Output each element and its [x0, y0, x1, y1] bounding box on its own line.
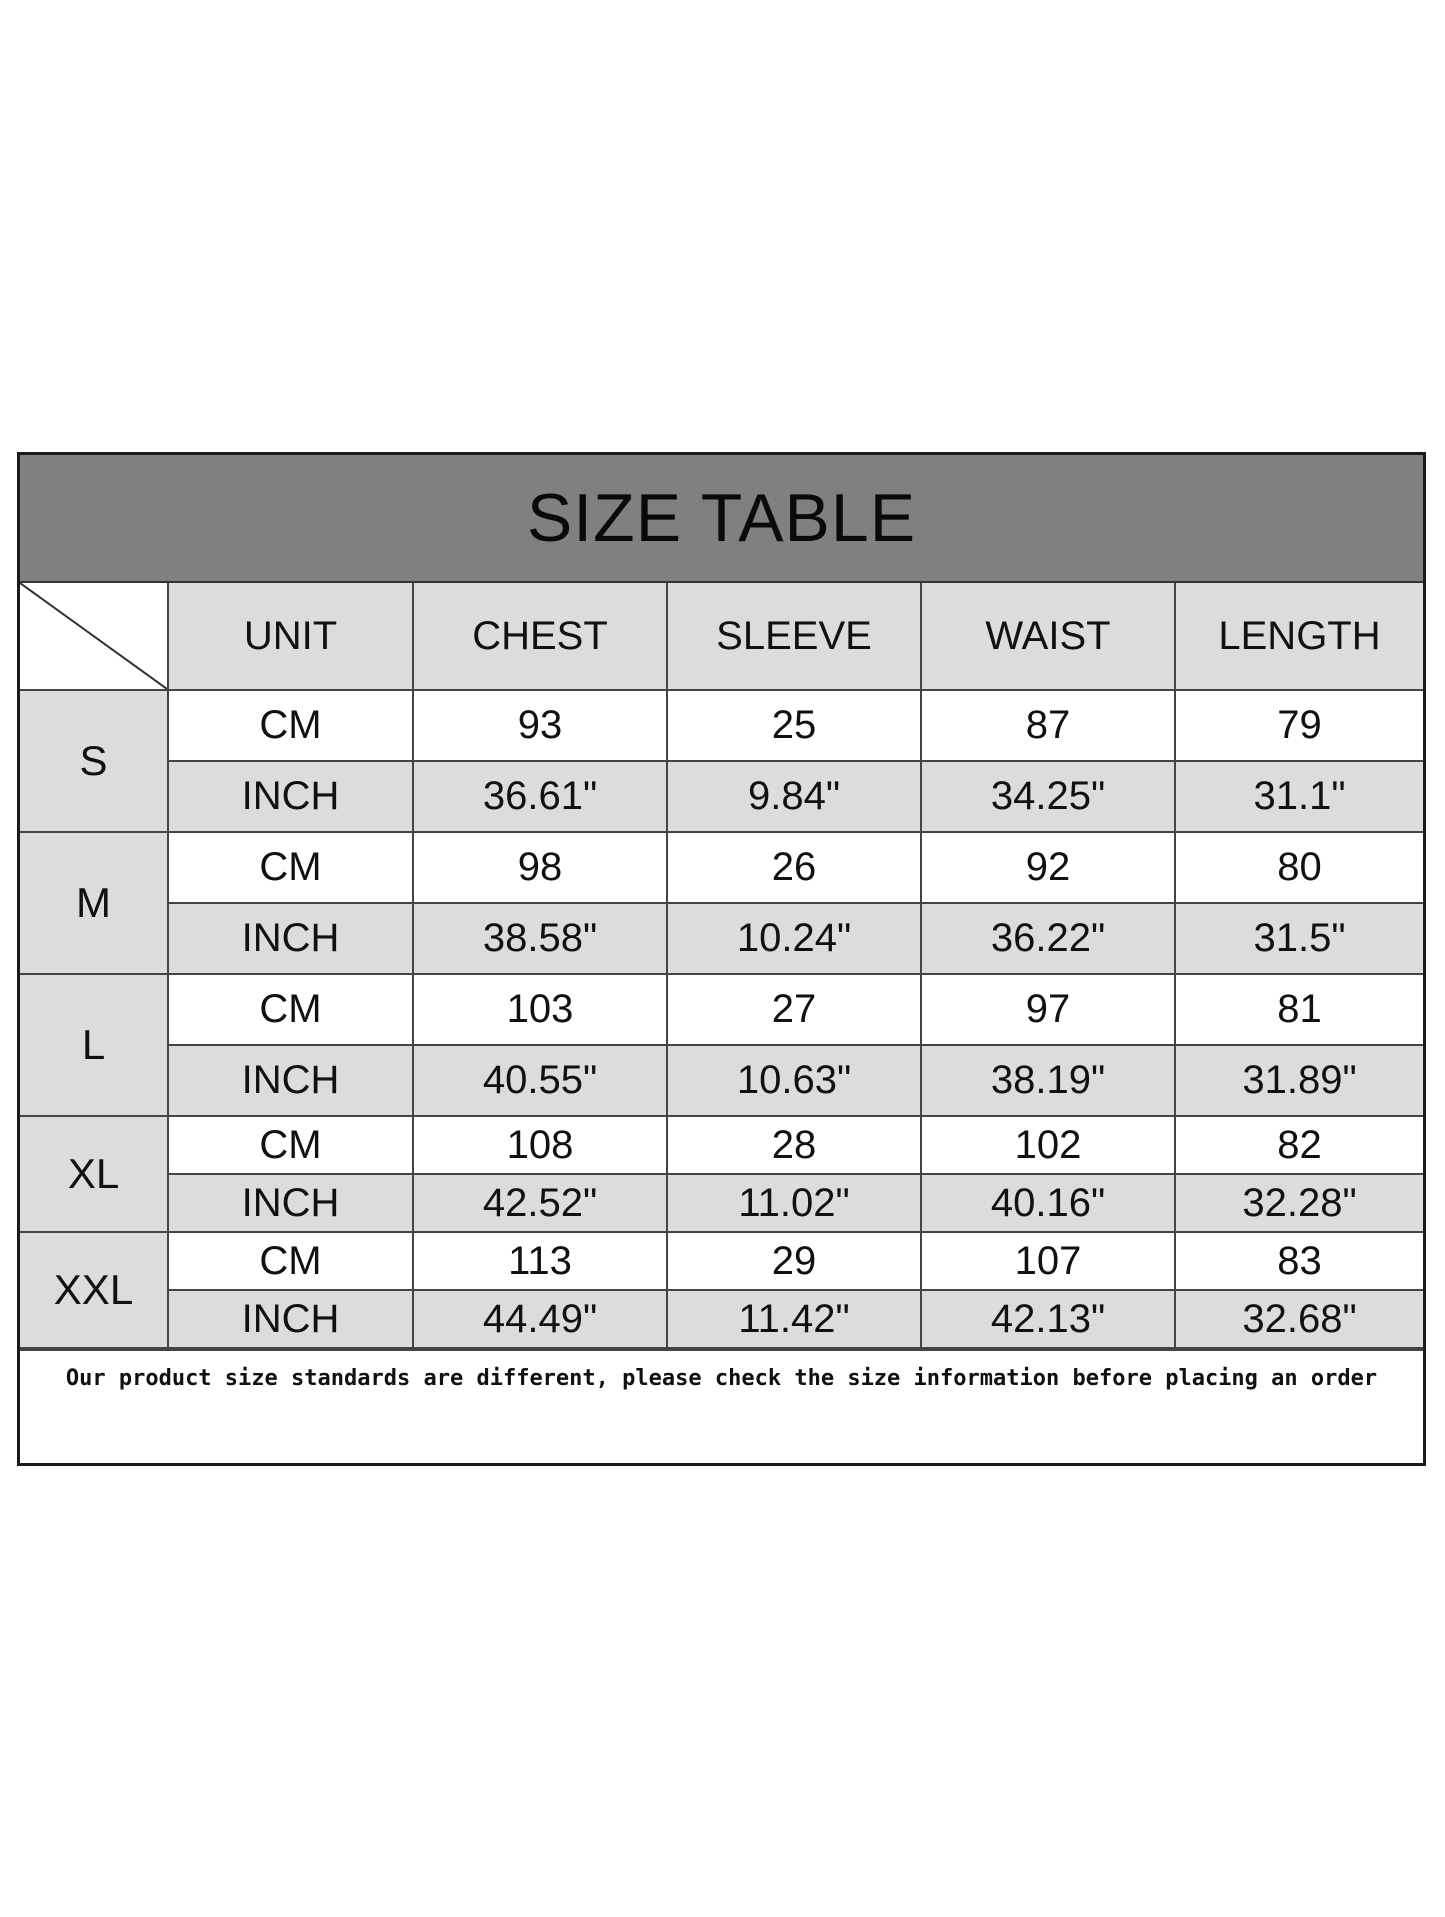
waist-cell: 42.13" — [921, 1290, 1175, 1348]
table-row — [20, 1290, 1423, 1348]
header-unit: UNIT — [168, 583, 413, 690]
chest-cell: 98 — [413, 832, 667, 903]
length-cell: 82 — [1175, 1116, 1423, 1174]
length-cell: 79 — [1175, 690, 1423, 761]
sleeve-cell: 28 — [667, 1116, 921, 1174]
waist-cell: 38.19" — [921, 1045, 1175, 1116]
unit-cell: INCH — [168, 1174, 413, 1232]
header-length: LENGTH — [1175, 583, 1423, 690]
sleeve-cell: 10.63" — [667, 1045, 921, 1116]
sleeve-cell: 11.02" — [667, 1174, 921, 1232]
chest-cell: 40.55" — [413, 1045, 667, 1116]
size-table-title: SIZE TABLE — [20, 455, 1423, 583]
size-label: S — [20, 690, 168, 832]
sleeve-cell: 25 — [667, 690, 921, 761]
length-cell: 32.68" — [1175, 1290, 1423, 1348]
unit-cell: INCH — [168, 761, 413, 832]
length-cell: 80 — [1175, 832, 1423, 903]
header-waist: WAIST — [921, 583, 1175, 690]
chest-cell: 42.52" — [413, 1174, 667, 1232]
unit-cell: INCH — [168, 1045, 413, 1116]
length-cell: 31.1" — [1175, 761, 1423, 832]
length-cell: 81 — [1175, 974, 1423, 1045]
unit-cell: CM — [168, 690, 413, 761]
table-row — [20, 1232, 1423, 1290]
waist-cell: 97 — [921, 974, 1175, 1045]
table-row — [20, 832, 1423, 903]
footer-note: Our product size standards are different, please check the size information before placing an order — [20, 1349, 1423, 1463]
table-row — [20, 1045, 1423, 1116]
waist-cell: 107 — [921, 1232, 1175, 1290]
chest-cell: 38.58" — [413, 903, 667, 974]
sleeve-cell: 27 — [667, 974, 921, 1045]
header-row — [20, 583, 1423, 690]
header-chest: CHEST — [413, 583, 667, 690]
size-table — [20, 583, 1423, 1349]
sleeve-cell: 9.84" — [667, 761, 921, 832]
sleeve-cell: 10.24" — [667, 903, 921, 974]
sleeve-cell: 29 — [667, 1232, 921, 1290]
chest-cell: 93 — [413, 690, 667, 761]
diagonal-divider — [20, 583, 167, 689]
sleeve-cell: 26 — [667, 832, 921, 903]
waist-cell: 102 — [921, 1116, 1175, 1174]
table-row — [20, 1116, 1423, 1174]
chest-cell: 44.49" — [413, 1290, 667, 1348]
unit-cell: CM — [168, 1232, 413, 1290]
size-label: XXL — [20, 1232, 168, 1348]
unit-cell: CM — [168, 832, 413, 903]
table-row — [20, 1174, 1423, 1232]
table-row — [20, 974, 1423, 1045]
unit-cell: INCH — [168, 1290, 413, 1348]
waist-cell: 87 — [921, 690, 1175, 761]
table-row — [20, 690, 1423, 761]
sleeve-cell: 11.42" — [667, 1290, 921, 1348]
length-cell: 32.28" — [1175, 1174, 1423, 1232]
unit-cell: INCH — [168, 903, 413, 974]
waist-cell: 34.25" — [921, 761, 1175, 832]
size-label: XL — [20, 1116, 168, 1232]
length-cell: 31.89" — [1175, 1045, 1423, 1116]
chest-cell: 113 — [413, 1232, 667, 1290]
size-chart — [17, 452, 1426, 1466]
waist-cell: 92 — [921, 832, 1175, 903]
waist-cell: 36.22" — [921, 903, 1175, 974]
corner-cell — [20, 583, 168, 690]
chest-cell: 36.61" — [413, 761, 667, 832]
unit-cell: CM — [168, 974, 413, 1045]
chest-cell: 103 — [413, 974, 667, 1045]
unit-cell: CM — [168, 1116, 413, 1174]
table-row — [20, 903, 1423, 974]
size-label: L — [20, 974, 168, 1116]
length-cell: 83 — [1175, 1232, 1423, 1290]
length-cell: 31.5" — [1175, 903, 1423, 974]
chest-cell: 108 — [413, 1116, 667, 1174]
header-sleeve: SLEEVE — [667, 583, 921, 690]
size-label: M — [20, 832, 168, 974]
waist-cell: 40.16" — [921, 1174, 1175, 1232]
table-row — [20, 761, 1423, 832]
